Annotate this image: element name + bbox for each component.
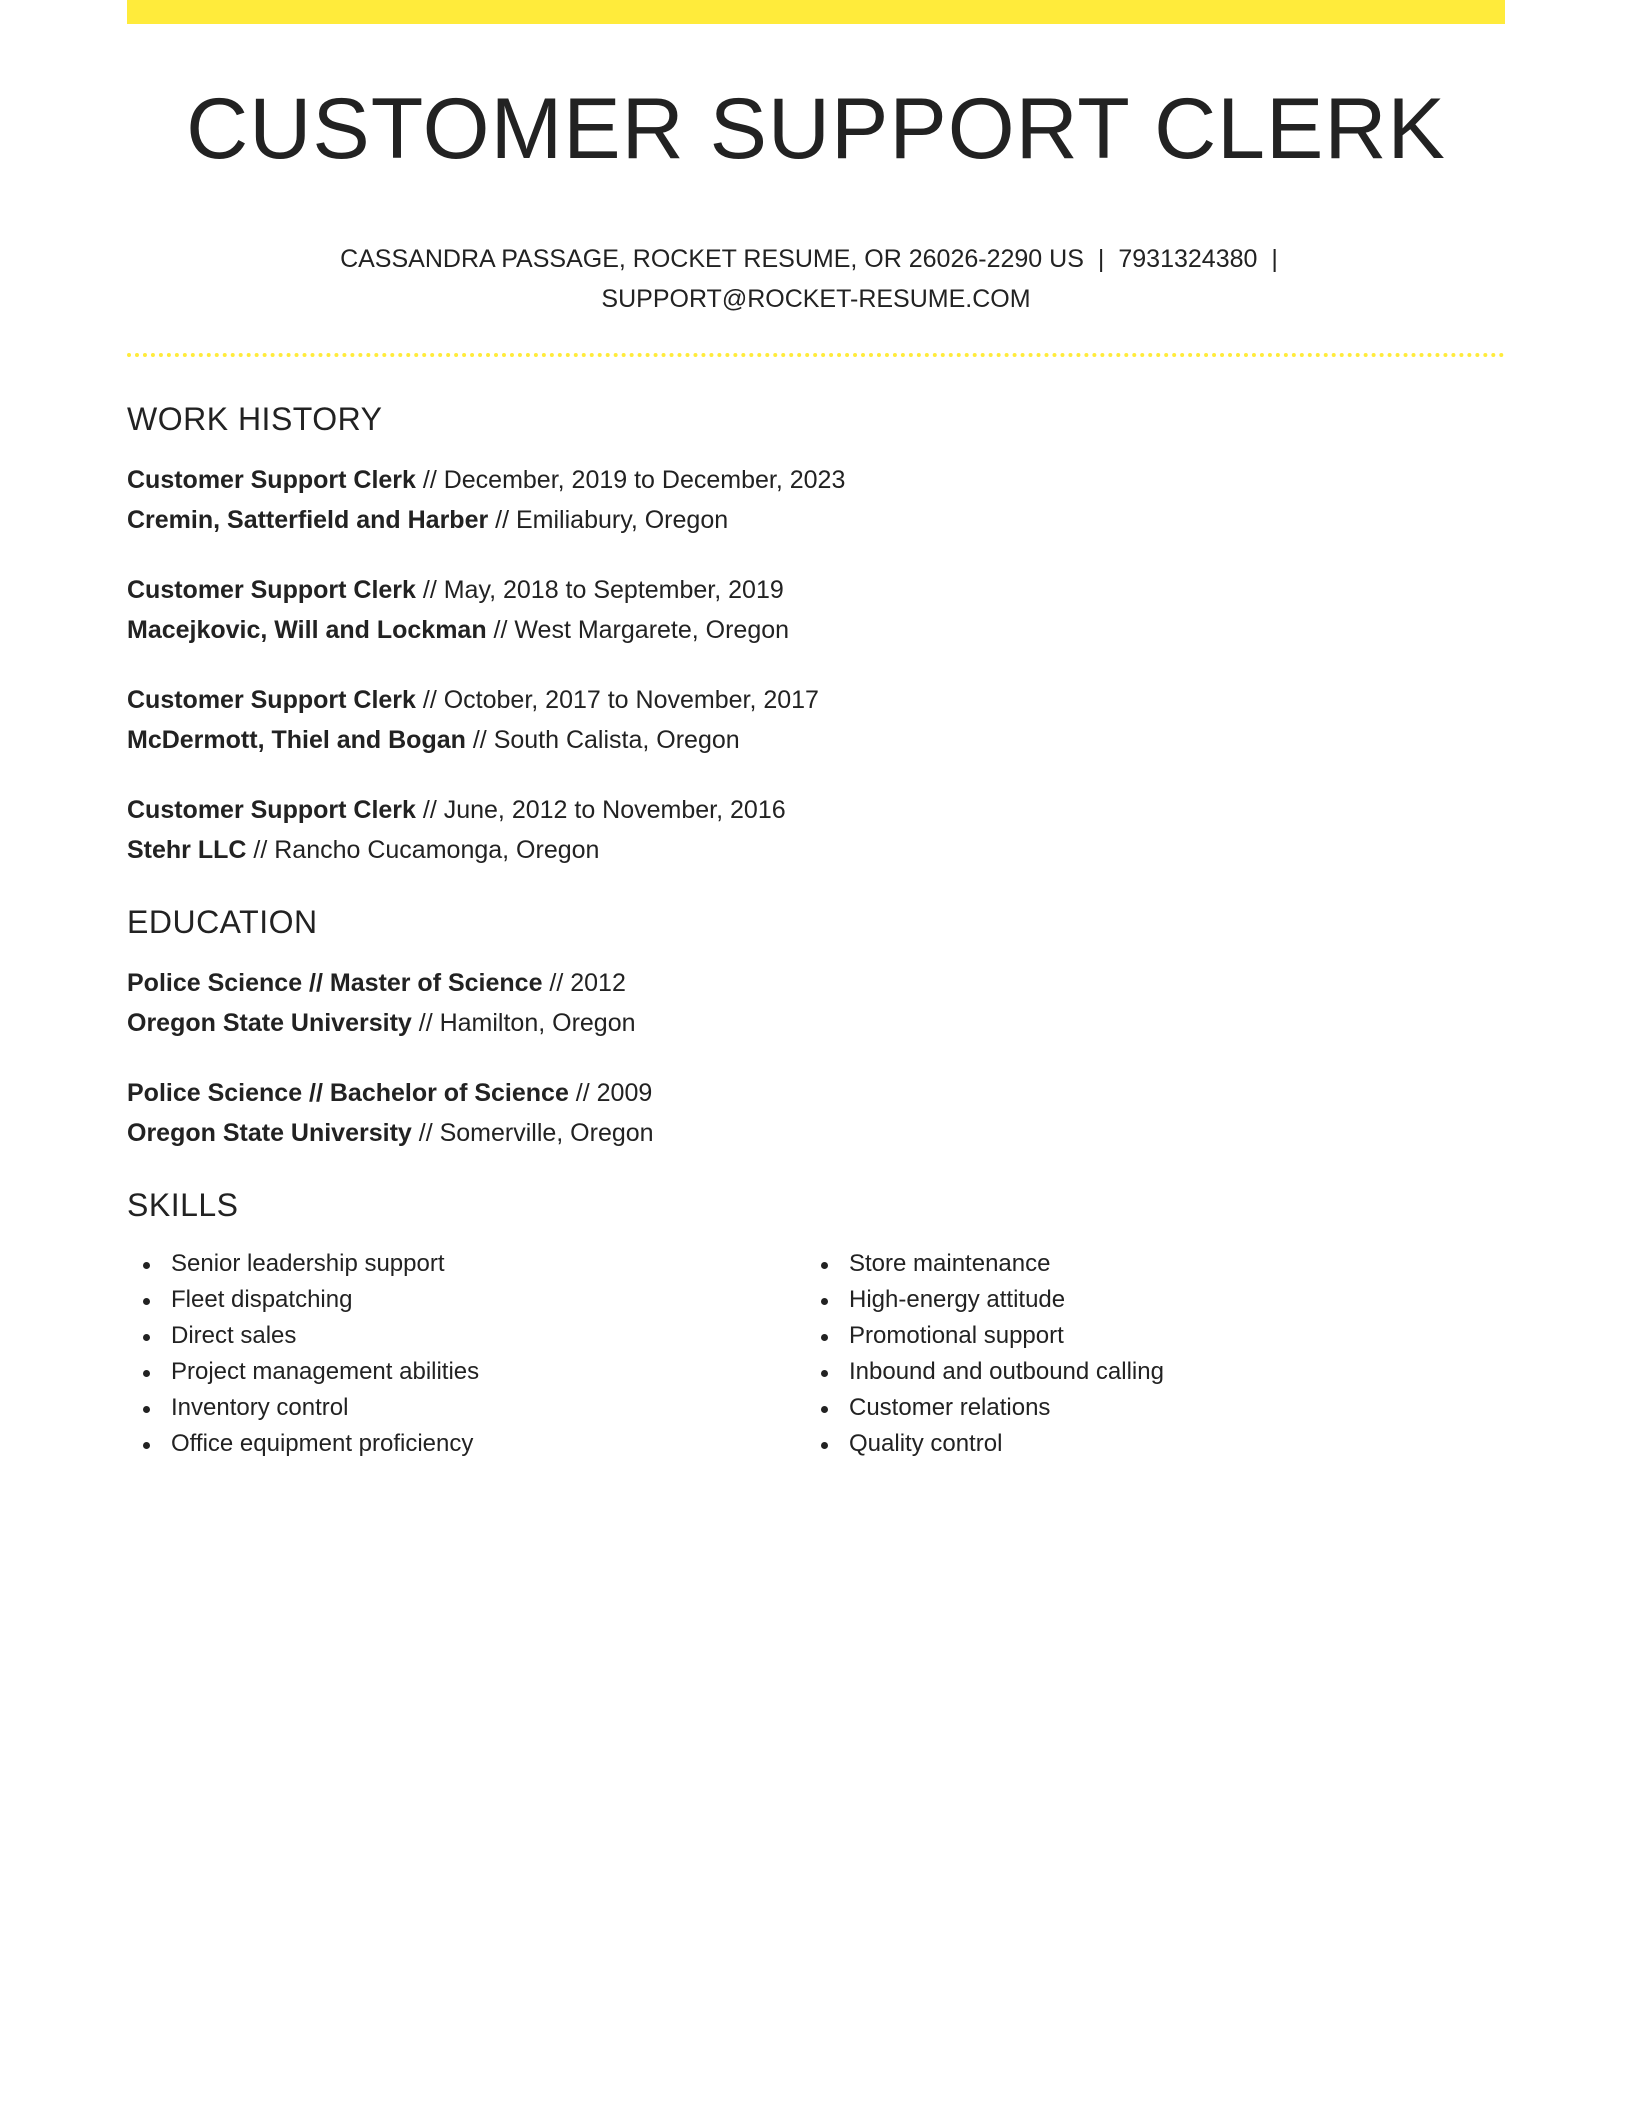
skill-item: Customer relations [805,1390,1483,1426]
skills-list-right [805,1246,1483,1462]
job-dates: // May, 2018 to September, 2019 [415,575,784,604]
skill-item: Direct sales [127,1318,805,1354]
job-location: // Rancho Cucamonga, Oregon [246,835,600,864]
contact-separator: | [1097,244,1105,273]
job-company: McDermott, Thiel and Bogan [127,725,466,754]
job-location: // West Margarete, Oregon [486,615,790,644]
contact-email: SUPPORT@ROCKET-RESUME.COM [601,284,1031,313]
skill-item: High-energy attitude [805,1282,1483,1318]
degree-year: // 2012 [542,968,626,997]
skill-item: Project management abilities [127,1354,805,1390]
skill-item: Fleet dispatching [127,1282,805,1318]
resume-page [127,0,1505,1462]
skill-item: Promotional support [805,1318,1483,1354]
skill-item: Office equipment proficiency [127,1426,805,1462]
skill-item: Store maintenance [805,1246,1483,1282]
work-history-heading: WORK HISTORY [127,400,383,437]
contact-phone: 7931324380 [1118,244,1258,273]
job-dates: // December, 2019 to December, 2023 [415,465,846,494]
job-entry [127,790,1505,870]
job-title: Customer Support Clerk [127,795,416,824]
job-title: Customer Support Clerk [127,685,416,714]
school-name: Oregon State University [127,1118,412,1147]
job-entry [127,680,1505,760]
job-dates: // June, 2012 to November, 2016 [415,795,786,824]
education-entry [127,1073,1505,1153]
job-dates: // October, 2017 to November, 2017 [415,685,819,714]
job-company: Cremin, Satterfield and Harber [127,505,489,534]
contact-info [326,239,1306,319]
job-entry [127,460,1505,540]
degree-name: Police Science // Master of Science [127,968,543,997]
skills-list-left [127,1246,805,1462]
contact-separator: | [1271,244,1278,273]
contact-address: CASSANDRA PASSAGE, ROCKET RESUME, OR 26026-2290 US [340,244,1084,273]
top-accent-bar [127,0,1505,24]
skills-columns [127,1246,1505,1462]
skill-item: Senior leadership support [127,1246,805,1282]
skill-item: Inventory control [127,1390,805,1426]
job-location: // South Calista, Oregon [465,725,740,754]
education-heading: EDUCATION [127,903,318,940]
degree-name: Police Science // Bachelor of Science [127,1078,569,1107]
school-location: // Hamilton, Oregon [411,1008,636,1037]
dotted-divider [127,353,1505,357]
job-company: Stehr LLC [127,835,247,864]
skills-heading: SKILLS [127,1186,239,1223]
resume-title: CUSTOMER SUPPORT CLERK [186,81,1446,177]
school-location: // Somerville, Oregon [411,1118,654,1147]
job-location: // Emiliabury, Oregon [488,505,729,534]
degree-year: // 2009 [568,1078,653,1107]
job-entry [127,570,1505,650]
skill-item: Inbound and outbound calling [805,1354,1483,1390]
skill-item: Quality control [805,1426,1483,1462]
job-company: Macejkovic, Will and Lockman [127,615,487,644]
job-title: Customer Support Clerk [127,575,416,604]
job-title: Customer Support Clerk [127,465,416,494]
education-entry [127,963,1505,1043]
school-name: Oregon State University [127,1008,412,1037]
